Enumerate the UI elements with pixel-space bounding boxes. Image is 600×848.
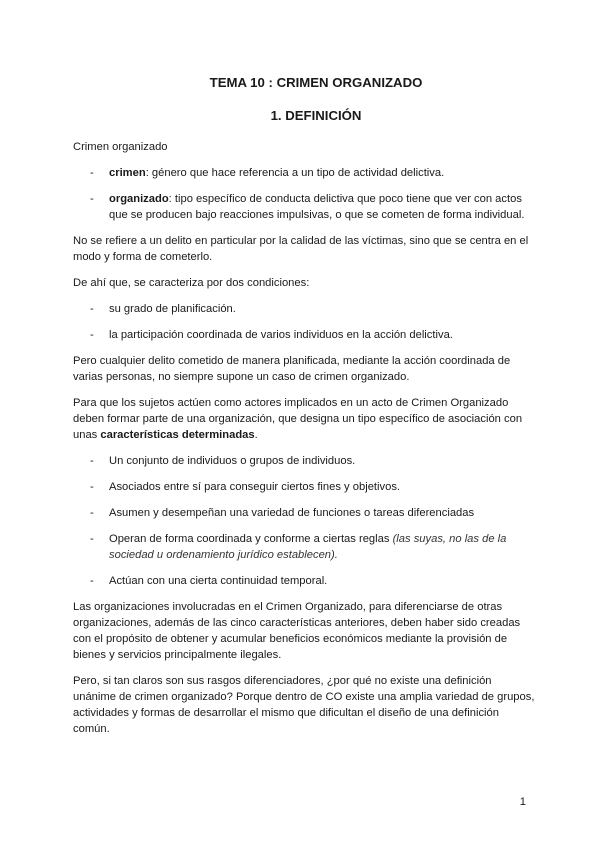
bullet-dash: -: [90, 533, 94, 545]
paragraph-end: .: [254, 429, 258, 441]
page-number: 1: [519, 796, 526, 808]
section-heading: 1. DEFINICIÓN: [270, 108, 362, 123]
list-text: su grado de planificación.: [109, 303, 236, 315]
bullet-dash: -: [90, 329, 94, 341]
list-text: Asumen y desempeñan una variedad de funciones o tareas diferenciadas: [109, 507, 475, 519]
paragraph: Pero cualquier delito cometido de manera planificada, mediante la acción coordinada de varias personas, no siempre supone un caso de crimen organizado.: [73, 355, 511, 383]
bullet-dash: -: [90, 575, 94, 587]
list-text: Operan de forma coordinada y conforme a ciertas reglas: [109, 533, 393, 545]
list-text: Asociados entre sí para conseguir ciertos fines y objetivos.: [109, 481, 401, 493]
list-item: [73, 453, 535, 469]
paragraph: Las organizaciones involucradas en el Crimen Organizado, para diferenciarse de otras organizaciones, además de las cinco características anteriores, deben haber sido creadas con el propósito de obtener y acumular beneficios económicos mediante la provisión de bienes y servicios principalmente ilegales.: [73, 601, 521, 661]
bullet-dash: -: [90, 303, 94, 315]
conditions-list: [73, 301, 535, 343]
paragraph: No se refiere a un delito en particular por la calidad de las víctimas, sino que se centra en el modo y forma de cometerlo.: [73, 235, 529, 263]
intro-line: Crimen organizado: [73, 141, 168, 153]
term-bold: crimen: [109, 167, 146, 179]
bullet-dash: -: [90, 455, 94, 467]
paragraph-text: Para que los sujetos actúen como actores implicados en un acto de Crimen Organizado deben formar parte de una organización, que designa un tipo específico de asociación con unas: [73, 397, 523, 441]
term-text: : género que hace referencia a un tipo de actividad delictiva.: [145, 167, 445, 179]
list-text: la participación coordinada de varios individuos en la acción delictiva.: [109, 329, 453, 341]
paragraph: Pero, si tan claros son sus rasgos diferenciadores, ¿por qué no existe una definición unánime de crimen organizado? Porque dentro de CO existe una amplia variedad de grupos, actividades y formas de desarrollar el mismo que dificultan el diseño de una definición común.: [73, 675, 535, 735]
term-bold: organizado: [109, 193, 169, 205]
term-text: : tipo específico de conducta delictiva que poco tiene que ver con actos que se producen bajo reacciones impulsivas, o que se cometen de forma individual.: [109, 193, 525, 221]
characteristics-list: [73, 453, 535, 589]
list-item: [73, 531, 535, 563]
list-item: [73, 191, 535, 223]
list-item: [73, 479, 535, 495]
bullet-dash: -: [90, 507, 94, 519]
list-item: [73, 301, 535, 317]
list-item: [73, 327, 535, 343]
paragraph: [73, 395, 535, 443]
list-item: [73, 505, 535, 521]
bullet-dash: -: [90, 167, 94, 179]
document-body: [73, 139, 535, 747]
list-text: Un conjunto de individuos o grupos de individuos.: [109, 455, 356, 467]
bullet-dash: -: [90, 193, 94, 205]
list-text: Actúan con una cierta continuidad temporal.: [109, 575, 328, 587]
terms-list: [73, 165, 535, 223]
bold-phrase: características determinadas: [100, 429, 255, 441]
list-item: [73, 573, 535, 589]
document-title: TEMA 10 : CRIMEN ORGANIZADO: [209, 75, 423, 90]
italic-note: (las suyas, no las de la sociedad u ordenamiento jurídico establecen).: [109, 533, 507, 561]
list-item: [73, 165, 535, 181]
bullet-dash: -: [90, 481, 94, 493]
paragraph: De ahí que, se caracteriza por dos condiciones:: [73, 277, 310, 289]
